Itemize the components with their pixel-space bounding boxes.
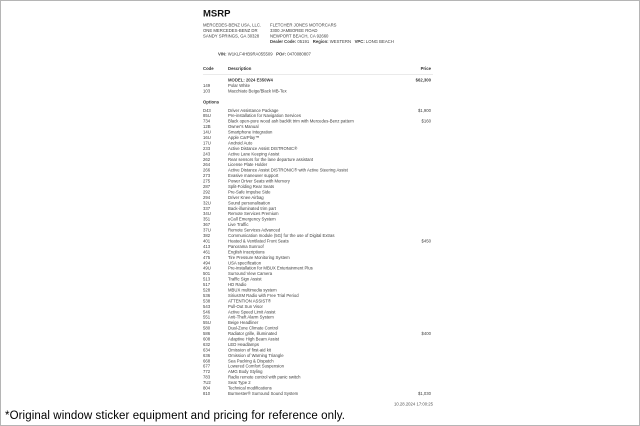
row-code: 636: [203, 352, 211, 358]
row-code: 233: [203, 145, 211, 151]
print-timestamp: 10.28.2024 17:00:25: [394, 401, 433, 407]
row-code: 501: [203, 271, 211, 277]
po-label: PO#:: [276, 51, 287, 57]
row-description: Active Distance Assist DISTRONIC® with Active Steering Assist: [228, 167, 348, 173]
row-code: 783: [203, 374, 211, 380]
vin-line: [218, 52, 433, 58]
row-code: 608: [203, 336, 211, 342]
row-description: eCall Emergency System: [228, 216, 276, 222]
row-description: Android Auto: [228, 140, 253, 146]
row-description: ATTENTION ASSIST®: [228, 298, 271, 304]
row-description: Macchiato Beige/Black MB-Tex: [228, 88, 287, 94]
row-description: Evasive maneuver support: [228, 173, 279, 179]
row-description: Remote Services Advanced: [228, 227, 281, 233]
row-code: 382: [203, 233, 211, 239]
row-description: Rear sensors for the lane departure assistant: [228, 156, 314, 162]
row-description: Traffic Sign Assist: [228, 276, 262, 282]
region-value: WESTERN: [329, 39, 352, 44]
msrp-document: [203, 8, 433, 417]
row-description: Omission of Warning Triangle: [228, 352, 284, 358]
row-description: Technical modifications: [228, 385, 272, 391]
dealer-address: [270, 23, 433, 45]
row-description: Driver Knee Airbag: [228, 194, 264, 200]
dealer-meta: [270, 39, 433, 45]
row-description: Polar White: [228, 82, 250, 88]
vpc-value: LONG BEACH: [365, 39, 394, 44]
row-description: Communication module (5G) for the use of Digital Extras: [228, 233, 335, 239]
row-code: 149: [203, 82, 211, 88]
address-line: MERCEDES-BENZ USA, LLC.: [203, 22, 262, 28]
row-code: 12B: [203, 124, 211, 130]
region-label: Region:: [312, 39, 329, 44]
row-description: Lowered Comfort Suspension: [228, 363, 284, 369]
row-price: $1,900: [418, 107, 431, 113]
row-description: AMG Body Styling: [228, 369, 263, 375]
row-code: 14U: [203, 129, 211, 135]
option-rows: [203, 108, 433, 397]
row-code: 266: [203, 167, 211, 173]
row-description: MBUX multimedia system: [228, 287, 277, 293]
column-header-price: Price: [420, 66, 431, 71]
row-code: 513: [203, 276, 211, 282]
row-description: English Inscriptions: [228, 249, 265, 255]
row-code: 55U: [203, 320, 211, 326]
row-code: 632: [203, 341, 211, 347]
row-description: Pre-Safe Impulse Side: [228, 189, 271, 195]
row-code: 475: [203, 254, 211, 260]
row-code: 810: [203, 390, 211, 396]
row-code: 586: [203, 331, 211, 337]
vin-value: W1KLF4HB9RA055509: [227, 51, 273, 57]
row-code: 292: [203, 189, 211, 195]
row-code: 32U: [203, 200, 211, 206]
row-code: D43: [203, 107, 211, 113]
row-code: 634: [203, 347, 211, 353]
row-description: Remote Services Premium: [228, 211, 279, 217]
header-info: [203, 23, 433, 45]
row-code: 413: [203, 243, 211, 249]
row-description: USA specification: [228, 260, 262, 266]
row-code: 494: [203, 260, 211, 266]
row-code: 287: [203, 184, 211, 190]
row-code: 580: [203, 325, 211, 331]
row-code: 528: [203, 287, 211, 293]
row-code: 34U: [203, 211, 211, 217]
row-description: Dual-Zone Climate Control: [228, 325, 279, 331]
row-code: 351: [203, 216, 211, 222]
row-code: 37U: [203, 227, 211, 233]
vpc-label: VPC:: [354, 39, 365, 44]
row-code: 543: [203, 303, 211, 309]
row-description: Adaptive High Beam Assist: [228, 336, 280, 342]
row-code: 668: [203, 358, 211, 364]
row-code: 772: [203, 369, 211, 375]
row-code: 461: [203, 249, 211, 255]
dealer-code-value: 05191: [297, 39, 310, 44]
table-row: [203, 88, 433, 93]
po-value: 0470080807: [287, 51, 311, 57]
row-description: Power Driver Seats with Memory: [228, 178, 290, 184]
vin-label: VIN:: [218, 51, 227, 57]
distributor-address: [203, 23, 270, 45]
column-header-code: Code: [203, 66, 214, 71]
row-code: 551: [203, 314, 211, 320]
row-description: Omission of first-aid kit: [228, 347, 271, 353]
dealer-code-label: Dealer Code:: [270, 39, 297, 44]
row-description: Pull-Out Sun Visor: [228, 303, 263, 309]
row-code: 677: [203, 363, 211, 369]
options-section-label: Options: [203, 99, 220, 105]
row-code: 294: [203, 194, 211, 200]
row-code: 16U: [203, 135, 211, 141]
table-row: [203, 391, 433, 396]
row-description: Panorama Sunroof: [228, 243, 264, 249]
row-description: SiriusXM Radio with Free Trial Period: [228, 292, 299, 298]
row-description: Apple CarPlay™: [228, 135, 260, 141]
row-description: Tire Pressure Monitoring System: [228, 254, 290, 260]
row-code: 734: [203, 118, 211, 124]
row-price: $160: [421, 118, 431, 124]
row-code: 536: [203, 292, 211, 298]
row-code: 85U: [203, 113, 211, 119]
row-description: Active Lane Keeping Assist: [228, 151, 280, 157]
row-description: Heated & Ventilated Front Seats: [228, 238, 289, 244]
row-price: $400: [421, 331, 431, 337]
row-code: 546: [203, 309, 211, 315]
row-price: $1,030: [418, 390, 431, 396]
row-description: Sea Packing & Dispatch: [228, 358, 274, 364]
row-description: Active Distance Assist DISTRONIC®: [228, 145, 298, 151]
row-description: LED Headlamps: [228, 341, 259, 347]
row-code: 538: [203, 298, 211, 304]
address-line: FLETCHER JONES MOTORCARS: [270, 22, 337, 28]
row-code: 264: [203, 162, 211, 168]
row-code: 401: [203, 238, 211, 244]
base-vehicle-rows: [203, 78, 433, 94]
row-description: Black open-pore wood ash backlit trim with Mercedes-Benz pattern: [228, 118, 354, 124]
row-code: 49U: [203, 265, 211, 271]
row-description: Owner's Manual: [228, 124, 259, 130]
row-description: Split-Folding Rear Seats: [228, 184, 275, 190]
column-header-description: Description: [228, 66, 252, 71]
table-header: [203, 66, 433, 75]
row-description: Burmester® Surround Sound System: [228, 390, 299, 396]
row-code: 273: [203, 173, 211, 179]
row-code: 804: [203, 385, 211, 391]
row-description: Anti-Theft Alarm System: [228, 314, 274, 320]
row-description: Pre-installation for MBUX Entertainment Plus: [228, 265, 313, 271]
row-price: $62,300: [415, 77, 431, 83]
reference-caption: *Original window sticker equipment and pricing for reference only.: [5, 410, 346, 422]
row-code: 337: [203, 205, 211, 211]
row-description: Seat Type 2: [228, 380, 251, 386]
row-description: Live Traffic: [228, 222, 249, 228]
address-line: ONE MERCEDES-BENZ DR: [203, 28, 258, 33]
address-line: 3300 JAMBOREE ROAD: [270, 28, 318, 33]
row-description: HD Radio: [228, 282, 247, 288]
row-description: Beige Headliner: [228, 320, 259, 326]
row-description: Smartphone Integration: [228, 129, 273, 135]
address-line: SANDY SPRINGS, GA 30328: [203, 33, 260, 39]
row-description: Active Speed Limit Assist: [228, 309, 276, 315]
row-code: 262: [203, 156, 211, 162]
row-code: 367: [203, 222, 211, 228]
row-description: Driver Assistance Package: [228, 107, 279, 113]
dealer-address-lines: [270, 23, 433, 40]
row-code: 275: [203, 178, 211, 184]
row-description: License Plate Holder: [228, 162, 268, 168]
address-line: NEWPORT BEACH, CA 92660: [270, 33, 329, 39]
row-description: Pre-installation for Navigation Services: [228, 113, 301, 119]
row-code: 517: [203, 282, 211, 288]
row-description: MODEL: 2024 E350W4: [228, 77, 273, 83]
row-code: 103: [203, 88, 211, 94]
row-description: Back-illuminated trim part: [228, 205, 276, 211]
msrp-title: MSRP: [203, 8, 231, 19]
row-description: Sound personalisation: [228, 200, 271, 206]
row-description: Radio remote control with panic switch: [228, 374, 301, 380]
row-description: Surround View Camera: [228, 271, 273, 277]
row-code: 243: [203, 151, 211, 157]
row-code: 7U2: [203, 380, 211, 386]
row-description: Radiator grille, illuminated: [228, 331, 277, 337]
row-price: $450: [421, 238, 431, 244]
row-code: 17U: [203, 140, 211, 146]
